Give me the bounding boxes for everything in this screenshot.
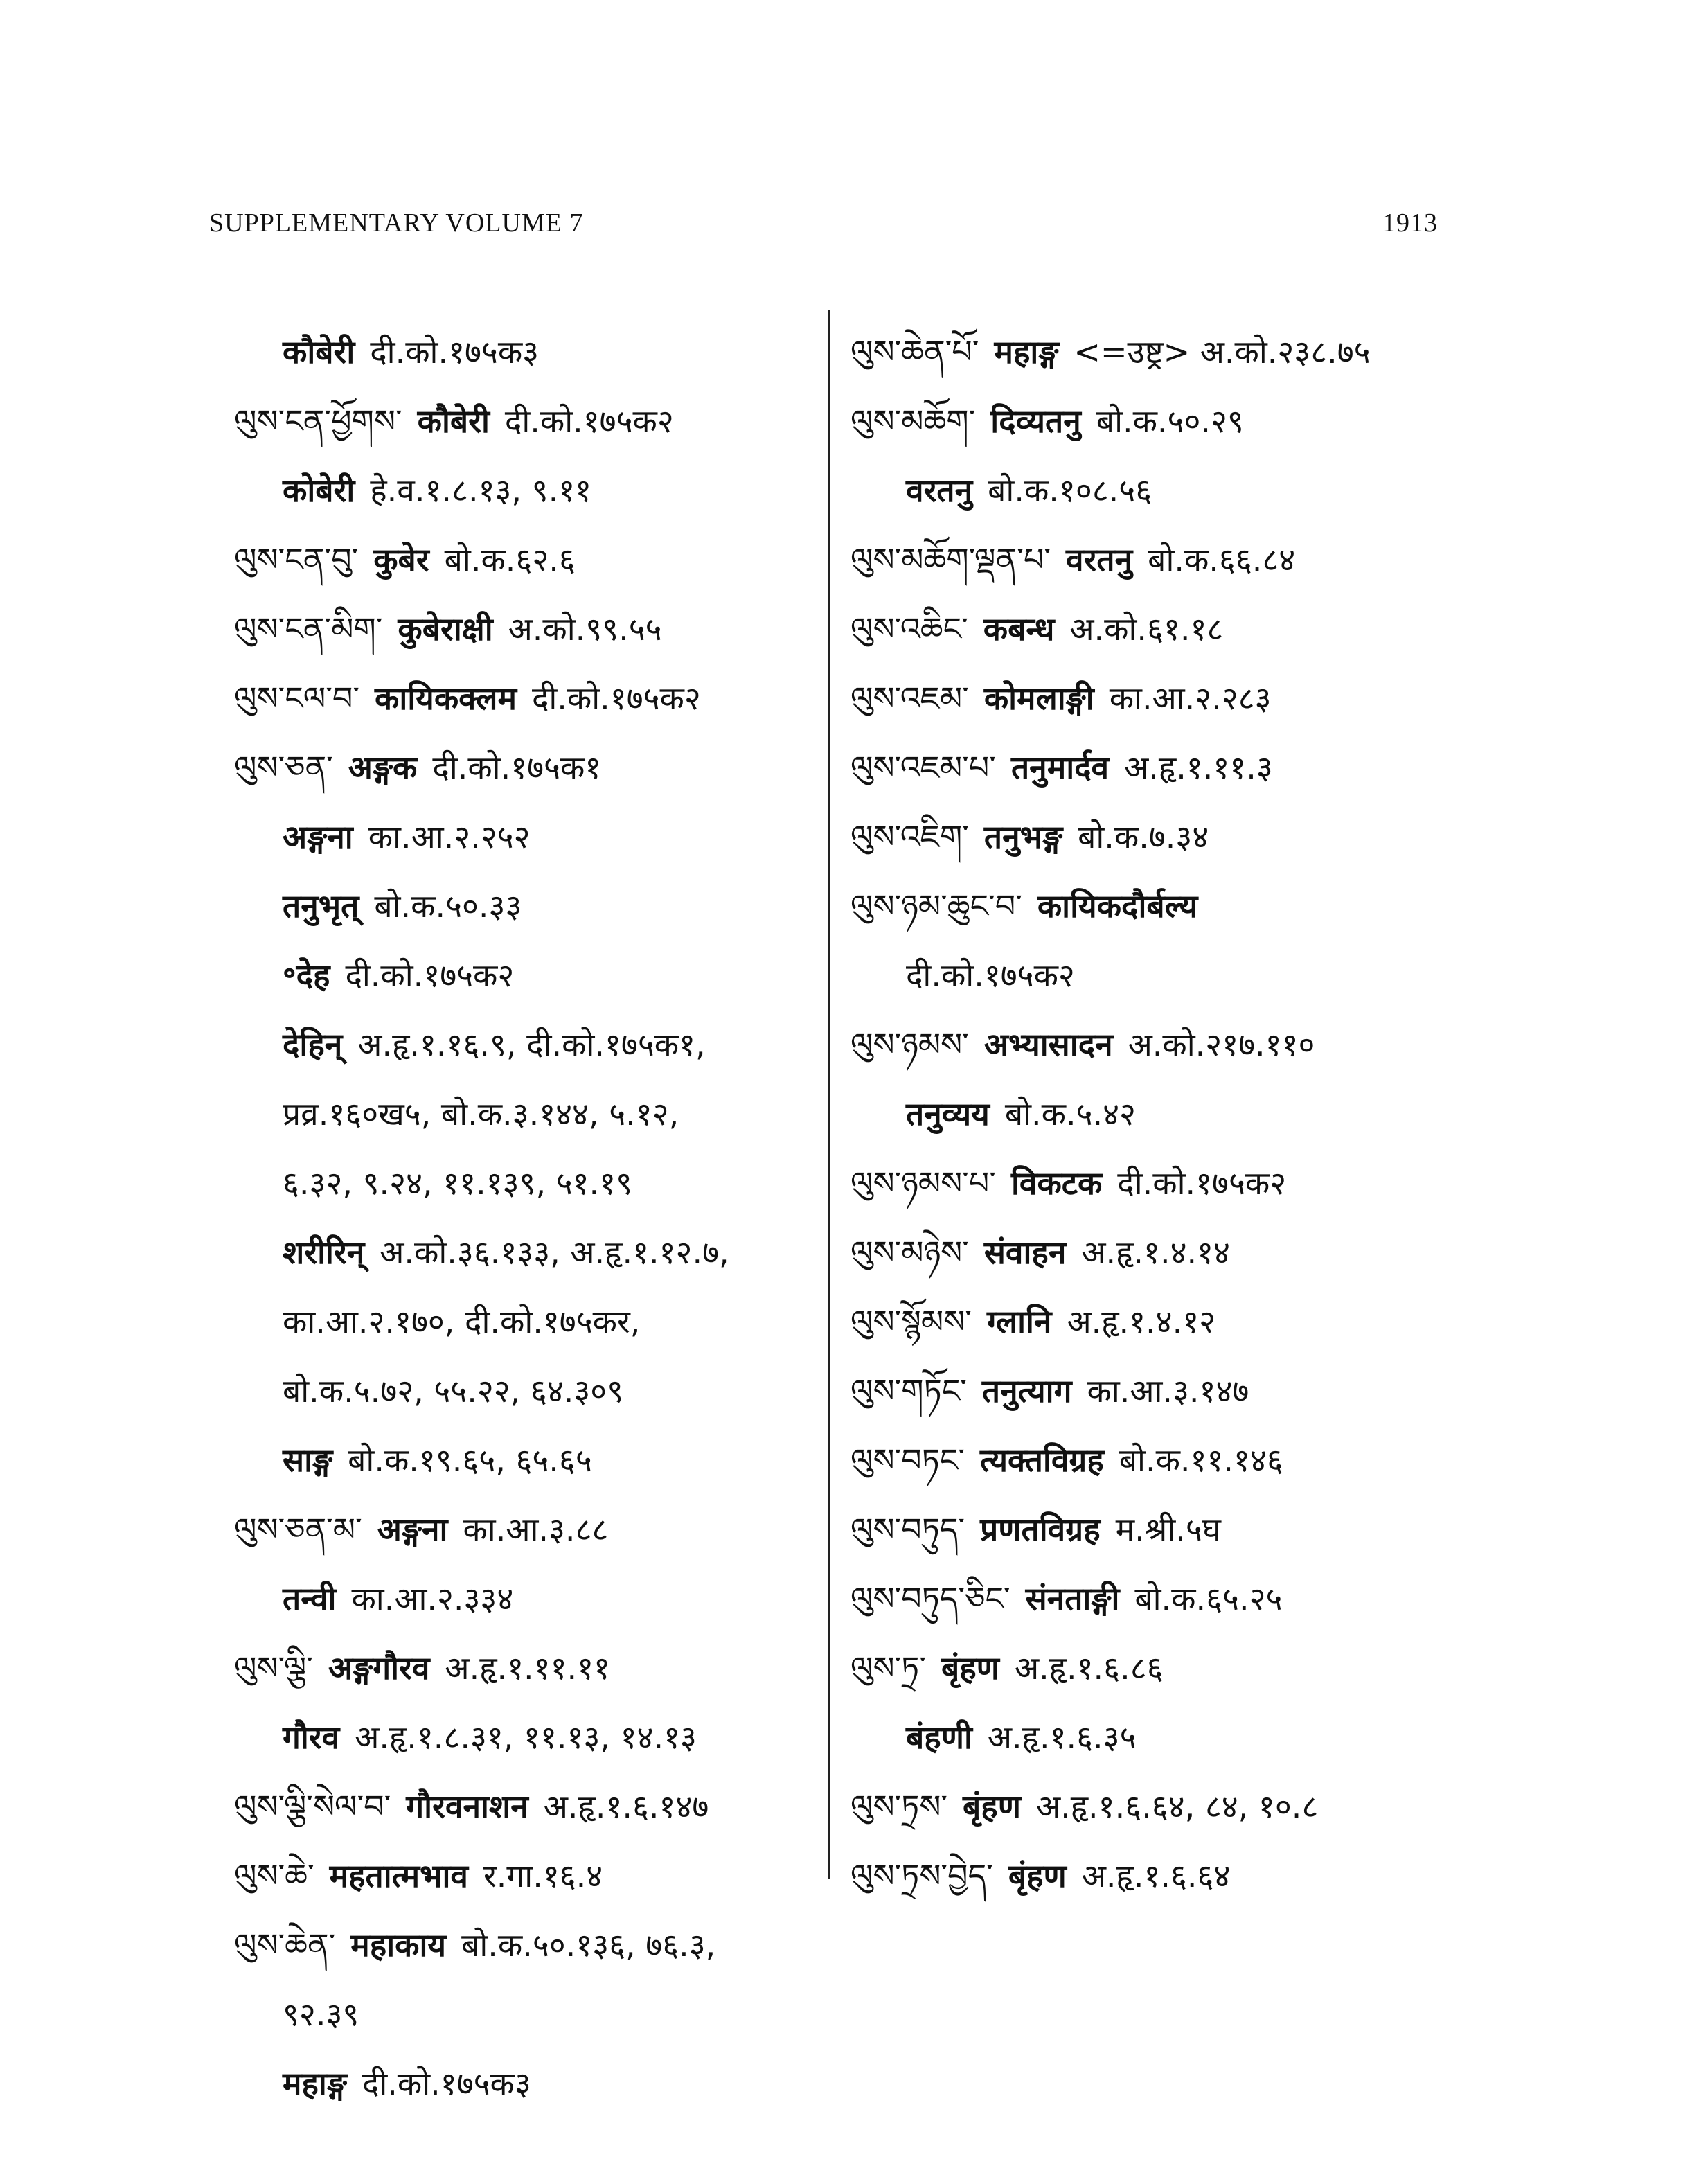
entry-line	[234, 525, 830, 594]
source-reference: अ.हृ.१.६.१४७	[543, 1788, 709, 1825]
source-reference: बो.क.६२.६	[444, 541, 576, 578]
sanskrit-equivalent: बंहणी	[906, 1719, 972, 1756]
entry-line	[850, 1564, 1460, 1633]
source-reference: अ.हृ.१.११.३	[1124, 749, 1273, 786]
sanskrit-equivalent: संवाहन	[983, 1234, 1067, 1271]
entry-line	[234, 1010, 830, 1079]
entry-line	[850, 941, 1460, 1010]
source-reference: बो.क.५.४२	[1004, 1095, 1136, 1133]
entry-line	[234, 1079, 830, 1148]
source-reference: का.आ.२.२८३	[1109, 680, 1272, 717]
tibetan-headword: ལུས་ལྕི་སེལ་བ་	[234, 1788, 391, 1825]
entry-line	[234, 802, 830, 871]
source-reference: दी.को.१७५क२	[906, 957, 1075, 994]
entry-line	[850, 1079, 1460, 1148]
tibetan-headword: ལུས་ངན་མིག་	[234, 610, 383, 648]
entry-line	[234, 871, 830, 941]
sanskrit-equivalent: तनुभृत्	[283, 887, 359, 925]
source-reference: का.आ.२.१७०, दी.को.१७५कर,	[283, 1303, 641, 1340]
entry-line	[850, 317, 1460, 387]
tibetan-headword: ལུས་ཆེན་པོ་	[850, 333, 979, 371]
sanskrit-equivalent: कौबेरी	[417, 402, 490, 440]
source-reference: प्रव्र.१६०ख५, बो.क.३.१४४, ५.१२,	[283, 1095, 679, 1133]
tibetan-headword: ལུས་ལྕི་	[234, 1649, 313, 1687]
page-number: 1913	[1382, 208, 1438, 238]
sanskrit-equivalent: बृंहण	[1008, 1857, 1067, 1894]
sanskrit-equivalent: दिव्यतनु	[990, 402, 1081, 440]
entry-line	[234, 1218, 830, 1287]
source-reference: बो.क.५.७२, ५५.२२, ६४.३०९	[283, 1372, 624, 1410]
source-reference: दी.को.१७५क२	[1117, 1164, 1287, 1202]
entry-line	[234, 1426, 830, 1495]
entry-line	[234, 456, 830, 525]
sanskrit-equivalent: गौरव	[283, 1719, 340, 1756]
source-reference: बो.क.११.१४६	[1119, 1441, 1283, 1479]
source-reference: अ.हृ.१.११.११	[445, 1649, 610, 1687]
source-reference: अ.हृ.१.६.३५	[987, 1719, 1137, 1756]
sanskrit-equivalent: कायिकक्लम	[375, 680, 517, 717]
entry-line	[850, 1772, 1460, 1841]
tibetan-headword: ལུས་ཏྲས་	[850, 1788, 948, 1825]
entry-line	[234, 1148, 830, 1218]
tibetan-headword: ལུས་གཏོང་	[850, 1372, 967, 1410]
tibetan-headword: ལུས་འཇིག་	[850, 818, 969, 855]
sanskrit-equivalent: कोबेरी	[283, 472, 355, 509]
sanskrit-equivalent: बृंहण	[963, 1788, 1021, 1825]
entry-line	[850, 1495, 1460, 1564]
entry-line	[850, 387, 1460, 456]
entry-line	[234, 1633, 830, 1703]
source-reference: अ.हृ.१.६.६४, ८४, १०.८	[1035, 1788, 1319, 1825]
sanskrit-equivalent: तनुभङ्ग	[983, 818, 1063, 855]
source-reference: बो.क.६६.८४	[1148, 541, 1296, 578]
source-reference: अ.हृ.१.८.३१, ११.१३, १४.१३	[355, 1719, 697, 1756]
left-column	[234, 317, 830, 2118]
source-reference: ६.३२, ९.२४, ११.१३९, ५१.१९	[283, 1164, 633, 1202]
source-reference: का.आ.२.३३४	[351, 1580, 514, 1617]
sanskrit-equivalent: महतात्मभाव	[329, 1857, 468, 1894]
source-reference: का.आ.२.२५२	[368, 818, 531, 855]
source-reference: म.श्री.५घ	[1115, 1511, 1221, 1548]
source-reference: अ.हृ.१.६.८६	[1014, 1649, 1164, 1687]
sanskrit-equivalent: साङ्ग	[283, 1441, 333, 1479]
sanskrit-equivalent: तन्वी	[283, 1580, 337, 1617]
sanskrit-equivalent: ॰देह	[283, 957, 330, 994]
sanskrit-equivalent: तनुमार्दव	[1010, 749, 1110, 786]
entry-line	[850, 525, 1460, 594]
sanskrit-equivalent: महाकाय	[350, 1926, 447, 1964]
tibetan-headword: ལུས་ཉམ་ཆུང་བ་	[850, 887, 1022, 925]
sanskrit-equivalent: अङ्गना	[377, 1511, 448, 1548]
entry-line	[234, 2049, 830, 2118]
column-divider	[828, 310, 830, 1879]
source-reference: दी.को.१७५क२	[504, 402, 674, 440]
entry-line	[234, 664, 830, 733]
entry-line	[234, 1703, 830, 1772]
source-reference: बो.क.१०८.५६	[988, 472, 1152, 509]
source-reference: दी.को.१७५क२	[531, 680, 701, 717]
sanskrit-equivalent: संनताङ्गी	[1025, 1580, 1120, 1617]
sanskrit-equivalent: कायिकदौर्बल्य	[1037, 887, 1198, 925]
sanskrit-equivalent: तनुत्याग	[981, 1372, 1072, 1410]
sanskrit-equivalent: त्यक्तविग्रह	[980, 1441, 1104, 1479]
sanskrit-equivalent: कौबेरी	[283, 333, 355, 371]
tibetan-headword: ལུས་འཆིང་	[850, 610, 968, 648]
entry-line	[850, 733, 1460, 802]
tibetan-headword: ལུས་ཏྲས་བྱེད་	[850, 1857, 993, 1894]
entry-line	[234, 387, 830, 456]
tibetan-headword: ལུས་ཅན་མ་	[234, 1511, 362, 1548]
entry-line	[234, 733, 830, 802]
sanskrit-equivalent: शरीरिन्	[283, 1234, 365, 1271]
source-reference: अ.हृ.१.६.६४	[1081, 1857, 1231, 1894]
sanskrit-equivalent: विकटक	[1010, 1164, 1103, 1202]
sanskrit-equivalent: बृंहण	[941, 1649, 999, 1687]
source-reference: बो.क.७.३४	[1078, 818, 1209, 855]
entry-line	[850, 1633, 1460, 1703]
entry-line	[234, 1356, 830, 1426]
sanskrit-equivalent: अङ्गगौरव	[328, 1649, 430, 1687]
sanskrit-equivalent: कबन्ध	[983, 610, 1055, 648]
entry-line	[850, 1287, 1460, 1356]
sanskrit-equivalent: महाङ्ग	[994, 333, 1059, 371]
sanskrit-equivalent: वरतनु	[1066, 541, 1133, 578]
source-reference: अ.को.९९.५५	[508, 610, 662, 648]
source-reference: ९२.३९	[283, 1996, 359, 2033]
entry-line	[234, 1287, 830, 1356]
source-reference: अ.को.३६.१३३, अ.हृ.१.१२.७,	[380, 1234, 729, 1271]
source-reference: का.आ.३.१४७	[1087, 1372, 1249, 1410]
entry-line	[850, 1010, 1460, 1079]
source-reference: <=उष्ट्र> अ.को.२३८.७५	[1074, 333, 1371, 371]
sanskrit-equivalent: देहिन्	[283, 1026, 343, 1063]
entry-line	[234, 1910, 830, 1980]
tibetan-headword: ལུས་ཉམས་པ་	[850, 1164, 996, 1202]
entry-line	[850, 1356, 1460, 1426]
tibetan-headword: ལུས་བཏུད་ཅིང་	[850, 1580, 1010, 1617]
entry-line	[234, 594, 830, 664]
entry-line	[850, 594, 1460, 664]
entry-line	[850, 802, 1460, 871]
sanskrit-equivalent: कुबेराक्षी	[398, 610, 493, 648]
entry-line	[850, 1148, 1460, 1218]
entry-line	[850, 664, 1460, 733]
tibetan-headword: ལུས་སྙོམས་	[850, 1303, 972, 1340]
entry-line	[234, 1495, 830, 1564]
tibetan-headword: ལུས་མཆོག་	[850, 402, 976, 440]
source-reference: अ.को.६१.१८	[1069, 610, 1224, 648]
sanskrit-equivalent: अभ्यासादन	[983, 1026, 1113, 1063]
tibetan-headword: ལུས་འཇམ་པ་	[850, 749, 996, 786]
entry-line	[234, 317, 830, 387]
tibetan-headword: ལུས་ངལ་བ་	[234, 680, 360, 717]
source-reference: बो.क.५०.१३६, ७६.३,	[461, 1926, 716, 1964]
tibetan-headword: ལུས་བཏང་	[850, 1441, 965, 1479]
source-reference: बो.क.५०.३३	[374, 887, 522, 925]
sanskrit-equivalent: कुबेर	[373, 541, 429, 578]
entry-line	[234, 1841, 830, 1910]
source-reference: बो.क.१९.६५, ६५.६५	[348, 1441, 592, 1479]
entry-line	[850, 1703, 1460, 1772]
tibetan-headword: ལུས་འཇམ་	[850, 680, 969, 717]
source-reference: अ.हृ.१.४.१२	[1067, 1303, 1216, 1340]
source-reference: अ.हृ.१.१६.९, दी.को.१७५क१,	[357, 1026, 706, 1063]
source-reference: दी.को.१७५क२	[345, 957, 515, 994]
entry-line	[850, 1841, 1460, 1910]
source-reference: र.गा.१६.४	[483, 1857, 603, 1894]
tibetan-headword: ལུས་ཅན་	[234, 749, 333, 786]
sanskrit-equivalent: अङ्गक	[348, 749, 418, 786]
entry-line	[850, 871, 1460, 941]
entry-line	[234, 1564, 830, 1633]
source-reference: दी.को.१७५क३	[362, 2065, 531, 2102]
entry-line	[234, 941, 830, 1010]
entry-line	[850, 1426, 1460, 1495]
tibetan-headword: ལུས་ཆེན་	[234, 1926, 336, 1964]
sanskrit-equivalent: महाङ्ग	[283, 2065, 347, 2102]
running-head-title: SUPPLEMENTARY VOLUME 7	[209, 208, 584, 238]
source-reference: अ.हृ.१.४.१४	[1081, 1234, 1230, 1271]
entry-line	[850, 456, 1460, 525]
source-reference: बो.क.५०.२९	[1096, 402, 1244, 440]
tibetan-headword: ལུས་ཉམས་	[850, 1026, 969, 1063]
source-reference: अ.को.२१७.११०	[1128, 1026, 1315, 1063]
tibetan-headword: ལུས་ངན་བུ་	[234, 541, 359, 578]
sanskrit-equivalent: गौरवनाशन	[406, 1788, 528, 1825]
sanskrit-equivalent: अङ्गना	[283, 818, 353, 855]
tibetan-headword: ལུས་བཏུད་	[850, 1511, 965, 1548]
tibetan-headword: ལུས་ངན་ཕྱོགས་	[234, 402, 402, 440]
sanskrit-equivalent: तनुव्यय	[906, 1095, 990, 1133]
tibetan-headword: ལུས་ཏྲ་	[850, 1649, 926, 1687]
sanskrit-equivalent: कोमलाङ्गी	[983, 680, 1094, 717]
source-reference: दी.को.१७५क१	[432, 749, 602, 786]
tibetan-headword: ལུས་མཆོག་ལྡན་པ་	[850, 541, 1051, 578]
source-reference: बो.क.६५.२५	[1134, 1580, 1283, 1617]
source-reference: दी.को.१७५क३	[370, 333, 540, 371]
entry-line	[850, 1218, 1460, 1287]
right-column	[850, 317, 1460, 1910]
sanskrit-equivalent: वरतनु	[906, 472, 973, 509]
source-reference: का.आ.३.८८	[463, 1511, 609, 1548]
source-reference: हे.व.१.८.१३, ९.११	[370, 472, 592, 509]
tibetan-headword: ལུས་ཆེ་	[234, 1857, 314, 1894]
entry-line	[234, 1772, 830, 1841]
sanskrit-equivalent: ग्लानि	[986, 1303, 1052, 1340]
sanskrit-equivalent: प्रणतविग्रह	[980, 1511, 1101, 1548]
tibetan-headword: ལུས་མཉེས་	[850, 1234, 969, 1271]
entry-line	[234, 1980, 830, 2049]
